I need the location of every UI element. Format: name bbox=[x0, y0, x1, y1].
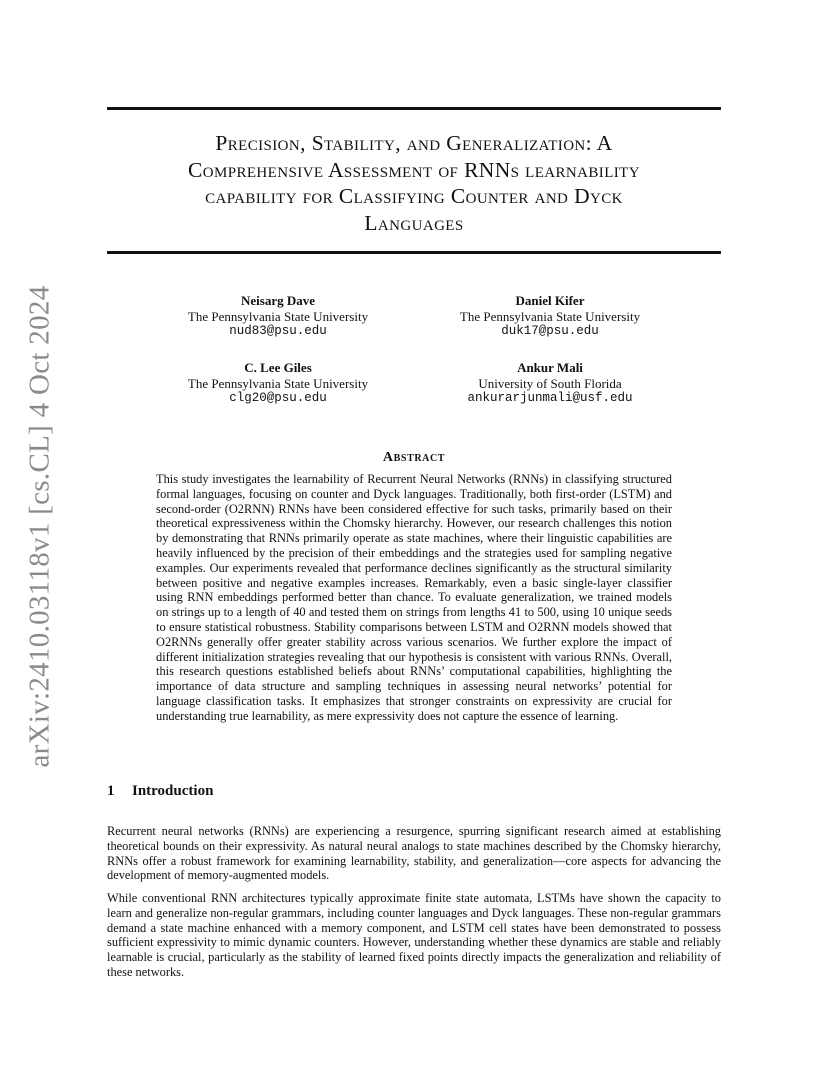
author-block bbox=[148, 293, 408, 340]
title-line: capability for Classifying Counter and Dyck bbox=[205, 184, 623, 208]
author-email[interactable]: ankurarjunmali@usf.edu bbox=[467, 391, 633, 405]
body-paragraph: While conventional RNN architectures typically approximate finite state automata, LSTMs have shown the capacity to learn and generalize non-regular grammars, including counter languages and Dyck languages. These non-regular grammars demand a state machine enhanced with a memory component, and LSTM cell states have been demonstrated to possess sufficient expressivity to mimic dynamic counters. However, understanding whether these dynamics are stable and reliably learnable is crucial, particularly as the stability of learned fixed points directly impacts the generalization and reliability of these networks. bbox=[107, 891, 721, 979]
section-heading bbox=[107, 783, 213, 800]
arxiv-stamp-text: arXiv:2410.03118v1 [cs.CL] 4 Oct 2024 bbox=[23, 284, 56, 768]
author-affiliation: The Pennsylvania State University bbox=[187, 375, 369, 391]
author-affiliation: University of South Florida bbox=[478, 375, 622, 391]
author-name: C. Lee Giles bbox=[244, 360, 312, 375]
author-block bbox=[420, 360, 680, 407]
author-email[interactable]: nud83@psu.edu bbox=[229, 324, 327, 338]
title-line: Languages bbox=[364, 210, 464, 235]
title-rule-top bbox=[107, 107, 721, 110]
author-name: Daniel Kifer bbox=[515, 293, 585, 308]
author-email[interactable]: duk17@psu.edu bbox=[501, 324, 599, 338]
author-block bbox=[420, 293, 680, 340]
title-line: Comprehensive Assessment of RNNs learnability bbox=[188, 157, 640, 182]
arxiv-stamp bbox=[22, 284, 58, 768]
author-block bbox=[148, 360, 408, 407]
section-title: Introduction bbox=[132, 783, 214, 799]
author-name: Neisarg Dave bbox=[240, 293, 315, 308]
abstract-heading: Abstract bbox=[382, 450, 446, 465]
paper-title bbox=[110, 130, 718, 236]
author-email[interactable]: clg20@psu.edu bbox=[229, 391, 327, 405]
section-number: 1 bbox=[107, 783, 115, 799]
author-affiliation: The Pennsylvania State University bbox=[187, 308, 369, 324]
abstract-text: This study investigates the learnability of Recurrent Neural Networks (RNNs) in classifying structured formal languages, focusing on counter and Dyck languages. Traditionally, both first-order (LSTM) and second-order (O2RNN) RNNs have been considered effective for such tasks, primarily based on their theoretical expressiveness within the Chomsky hierarchy. However, our research challenges this notion by demonstrating that RNNs primarily operate as state machines, where their linguistic capabilities are heavily influenced by the precision of their embeddings and the strategies used for sampling negative examples. Our experiments revealed that performance declines significantly as the structural similarity between positive and negative examples increases. Remarkably, even a basic single-layer classifier using RNN embeddings performed better than chance. To evaluate generalization, we trained models on strings up to a length of 40 and tested them on strings from lengths 41 to 500, using 10 unique seeds to ensure statistical robustness. Stability comparisons between LSTM and O2RNN models showed that O2RNNs generally offer greater stability across various scenarios. We further explore the impact of different initialization strategies revealing that our hypothesis is consistent with various RNNs. Overall, this research questions established beliefs about RNNs’ computational capabilities, highlighting the importance of data structure and sampling techniques in assessing neural networks’ potential for language classification tasks. It emphasizes that stronger constraints on expressivity are crucial for understanding true learnability, as mere expressivity does not capture the essence of learning. bbox=[156, 472, 672, 723]
author-affiliation: The Pennsylvania State University bbox=[459, 308, 641, 324]
author-name: Ankur Mali bbox=[517, 360, 583, 375]
body-paragraph: Recurrent neural networks (RNNs) are experiencing a resurgence, spurring significant research aimed at establishing theoretical bounds on their expressivity. As natural neural analogs to state machines described by the Chomsky hierarchy, RNNs offer a robust framework for examining learnability, stability, and generalization—core aspects for advancing the development of memory-augmented models. bbox=[107, 824, 721, 883]
title-rule-bottom bbox=[107, 251, 721, 254]
title-line: Precision, Stability, and Generalization: A bbox=[215, 131, 613, 155]
